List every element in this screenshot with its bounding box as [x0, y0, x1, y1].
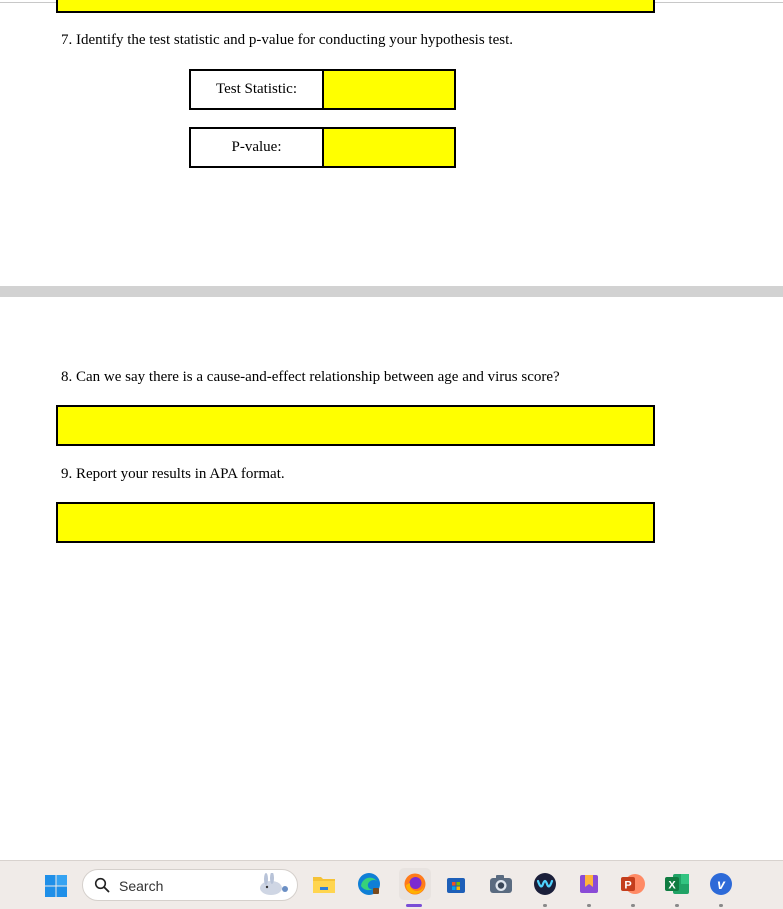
page-separator [0, 286, 783, 297]
search-placeholder: Search [119, 878, 164, 894]
windows-start-icon[interactable] [43, 873, 69, 899]
svg-text:X: X [668, 879, 676, 892]
search-icon [94, 877, 110, 898]
microsoft-store-icon[interactable] [443, 871, 469, 897]
svg-text:v: v [717, 876, 725, 892]
question-9-answer-box[interactable] [56, 502, 655, 543]
test-statistic-answer[interactable] [322, 69, 456, 110]
powerpoint-running-indicator [631, 904, 635, 907]
excel-icon[interactable] [664, 871, 690, 897]
vimeo-running-indicator [719, 904, 723, 907]
question-7-text: 7. Identify the test statistic and p-value for conducting your hypothesis test. [61, 32, 513, 48]
vimeo-icon[interactable] [708, 871, 734, 897]
file-explorer-icon[interactable] [311, 871, 337, 897]
question-8-text: 8. Can we say there is a cause-and-effect relationship between age and virus score? [61, 369, 560, 385]
previous-answer-box[interactable] [56, 0, 655, 13]
powerpoint-icon[interactable] [620, 871, 646, 897]
firefox-icon[interactable] [399, 868, 431, 900]
windows-taskbar [0, 860, 783, 909]
document-page-2 [0, 297, 783, 860]
taskbar-search-input[interactable] [82, 869, 298, 901]
edge-browser-icon[interactable] [356, 871, 382, 897]
excel-running-indicator [675, 904, 679, 907]
webex-running-indicator [543, 904, 547, 907]
bunny-illustration-icon [251, 873, 293, 902]
svg-text:P: P [624, 879, 632, 892]
webex-icon[interactable] [532, 871, 558, 897]
question-8-answer-box[interactable] [56, 405, 655, 446]
test-statistic-label: Test Statistic: [189, 69, 324, 110]
camera-icon[interactable] [488, 871, 514, 897]
firefox-active-indicator [406, 904, 422, 907]
p-value-answer[interactable] [322, 127, 456, 168]
bookmark-app-running-indicator [587, 904, 591, 907]
question-9-text: 9. Report your results in APA format. [61, 466, 285, 482]
bookmark-app-icon[interactable] [576, 871, 602, 897]
document-page-1 [0, 0, 783, 286]
p-value-label: P-value: [189, 127, 324, 168]
